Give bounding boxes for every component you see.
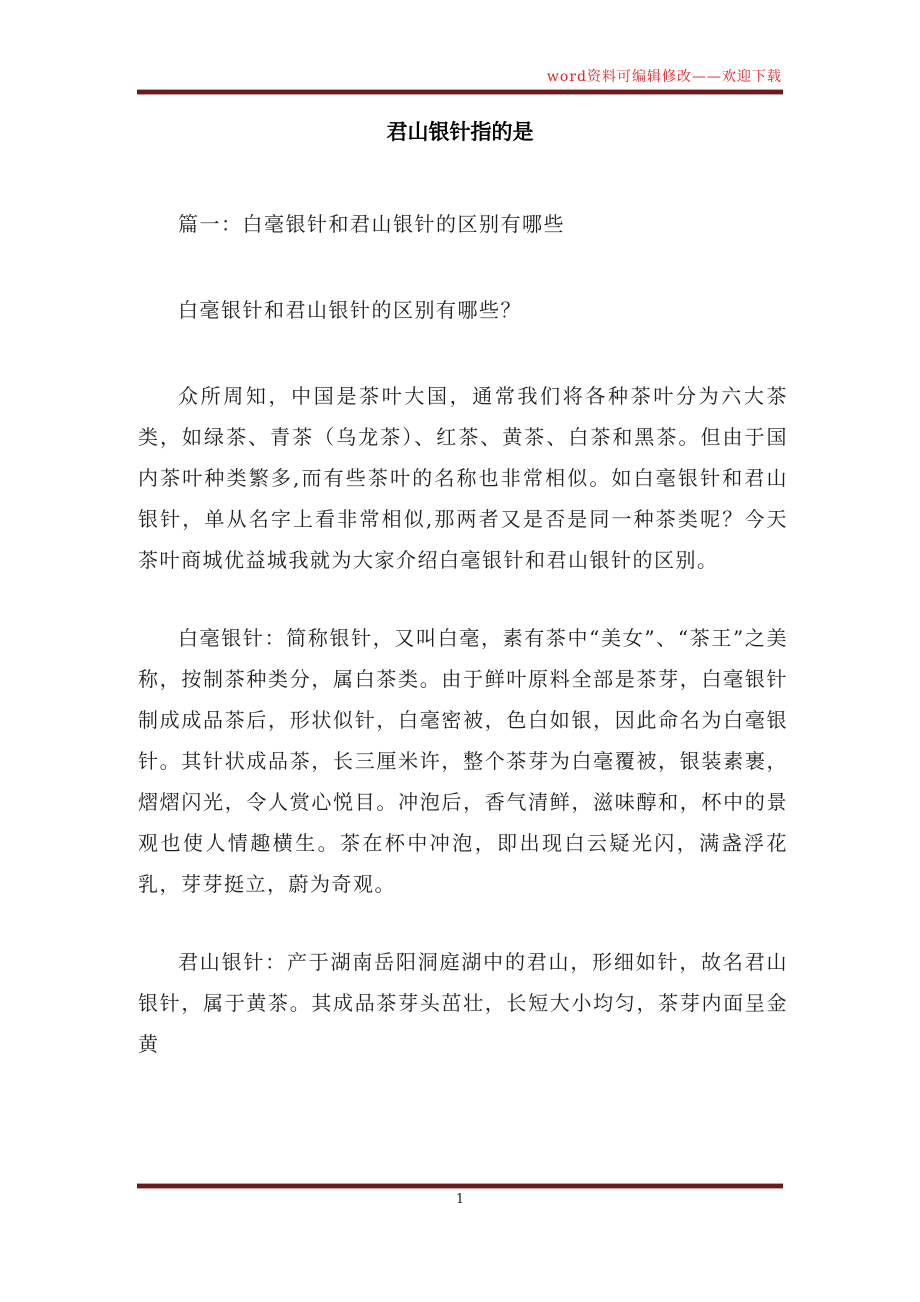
section-heading: 篇一：白毫银针和君山银针的区别有哪些 [178, 212, 565, 236]
junshan-paragraph: 君山银针：产于湖南岳阳洞庭湖中的君山，形细如针，故名君山银针，属于黄茶。其成品茶芽头茁壮，长短大小均匀，茶芽内面呈金黄 [138, 950, 788, 1056]
header-rule [137, 89, 783, 95]
document-title: 君山银针指的是 [386, 120, 534, 144]
footer-rule [137, 1183, 783, 1189]
baihao-paragraph: 白毫银针：简称银针，又叫白毫，素有茶中“美女”、“茶王”之美称，按制茶种类分，属白茶类。由于鲜叶原料全部是茶芽，白毫银针制成成品茶后，形状似针，白毫密被，色白如银，因此命名为白毫银针。其针状成品茶，长三厘米许，整个茶芽为白毫覆被，银装素裹，熠熠闪光，令人赏心悦目。冲泡后，香气清鲜，滋味醇和，杯中的景观也使人情趣横生。茶在杯中冲泡，即出现白云疑光闪，满盏浮花乳，芽芽挺立，蔚为奇观。 [138, 626, 788, 896]
page-number: 1 [455, 1192, 465, 1207]
question-paragraph: 白毫银针和君山银针的区别有哪些？ [178, 298, 522, 322]
document-body [138, 204, 788, 1102]
intro-paragraph: 众所周知，中国是茶叶大国，通常我们将各种茶叶分为六大茶类，如绿茶、青茶（乌龙茶）、红茶、黄茶、白茶和黑茶。但由于国内茶叶种类繁多,而有些茶叶的名称也非常相似。如白毫银针和君山银针，单从名字上看非常相似,那两者又是否是同一种茶类呢？今天茶叶商城优益城我就为大家介绍白毫银针和君山银针的区别。 [138, 384, 788, 572]
header-note: word资料可编辑修改——欢迎下载 [546, 69, 782, 85]
